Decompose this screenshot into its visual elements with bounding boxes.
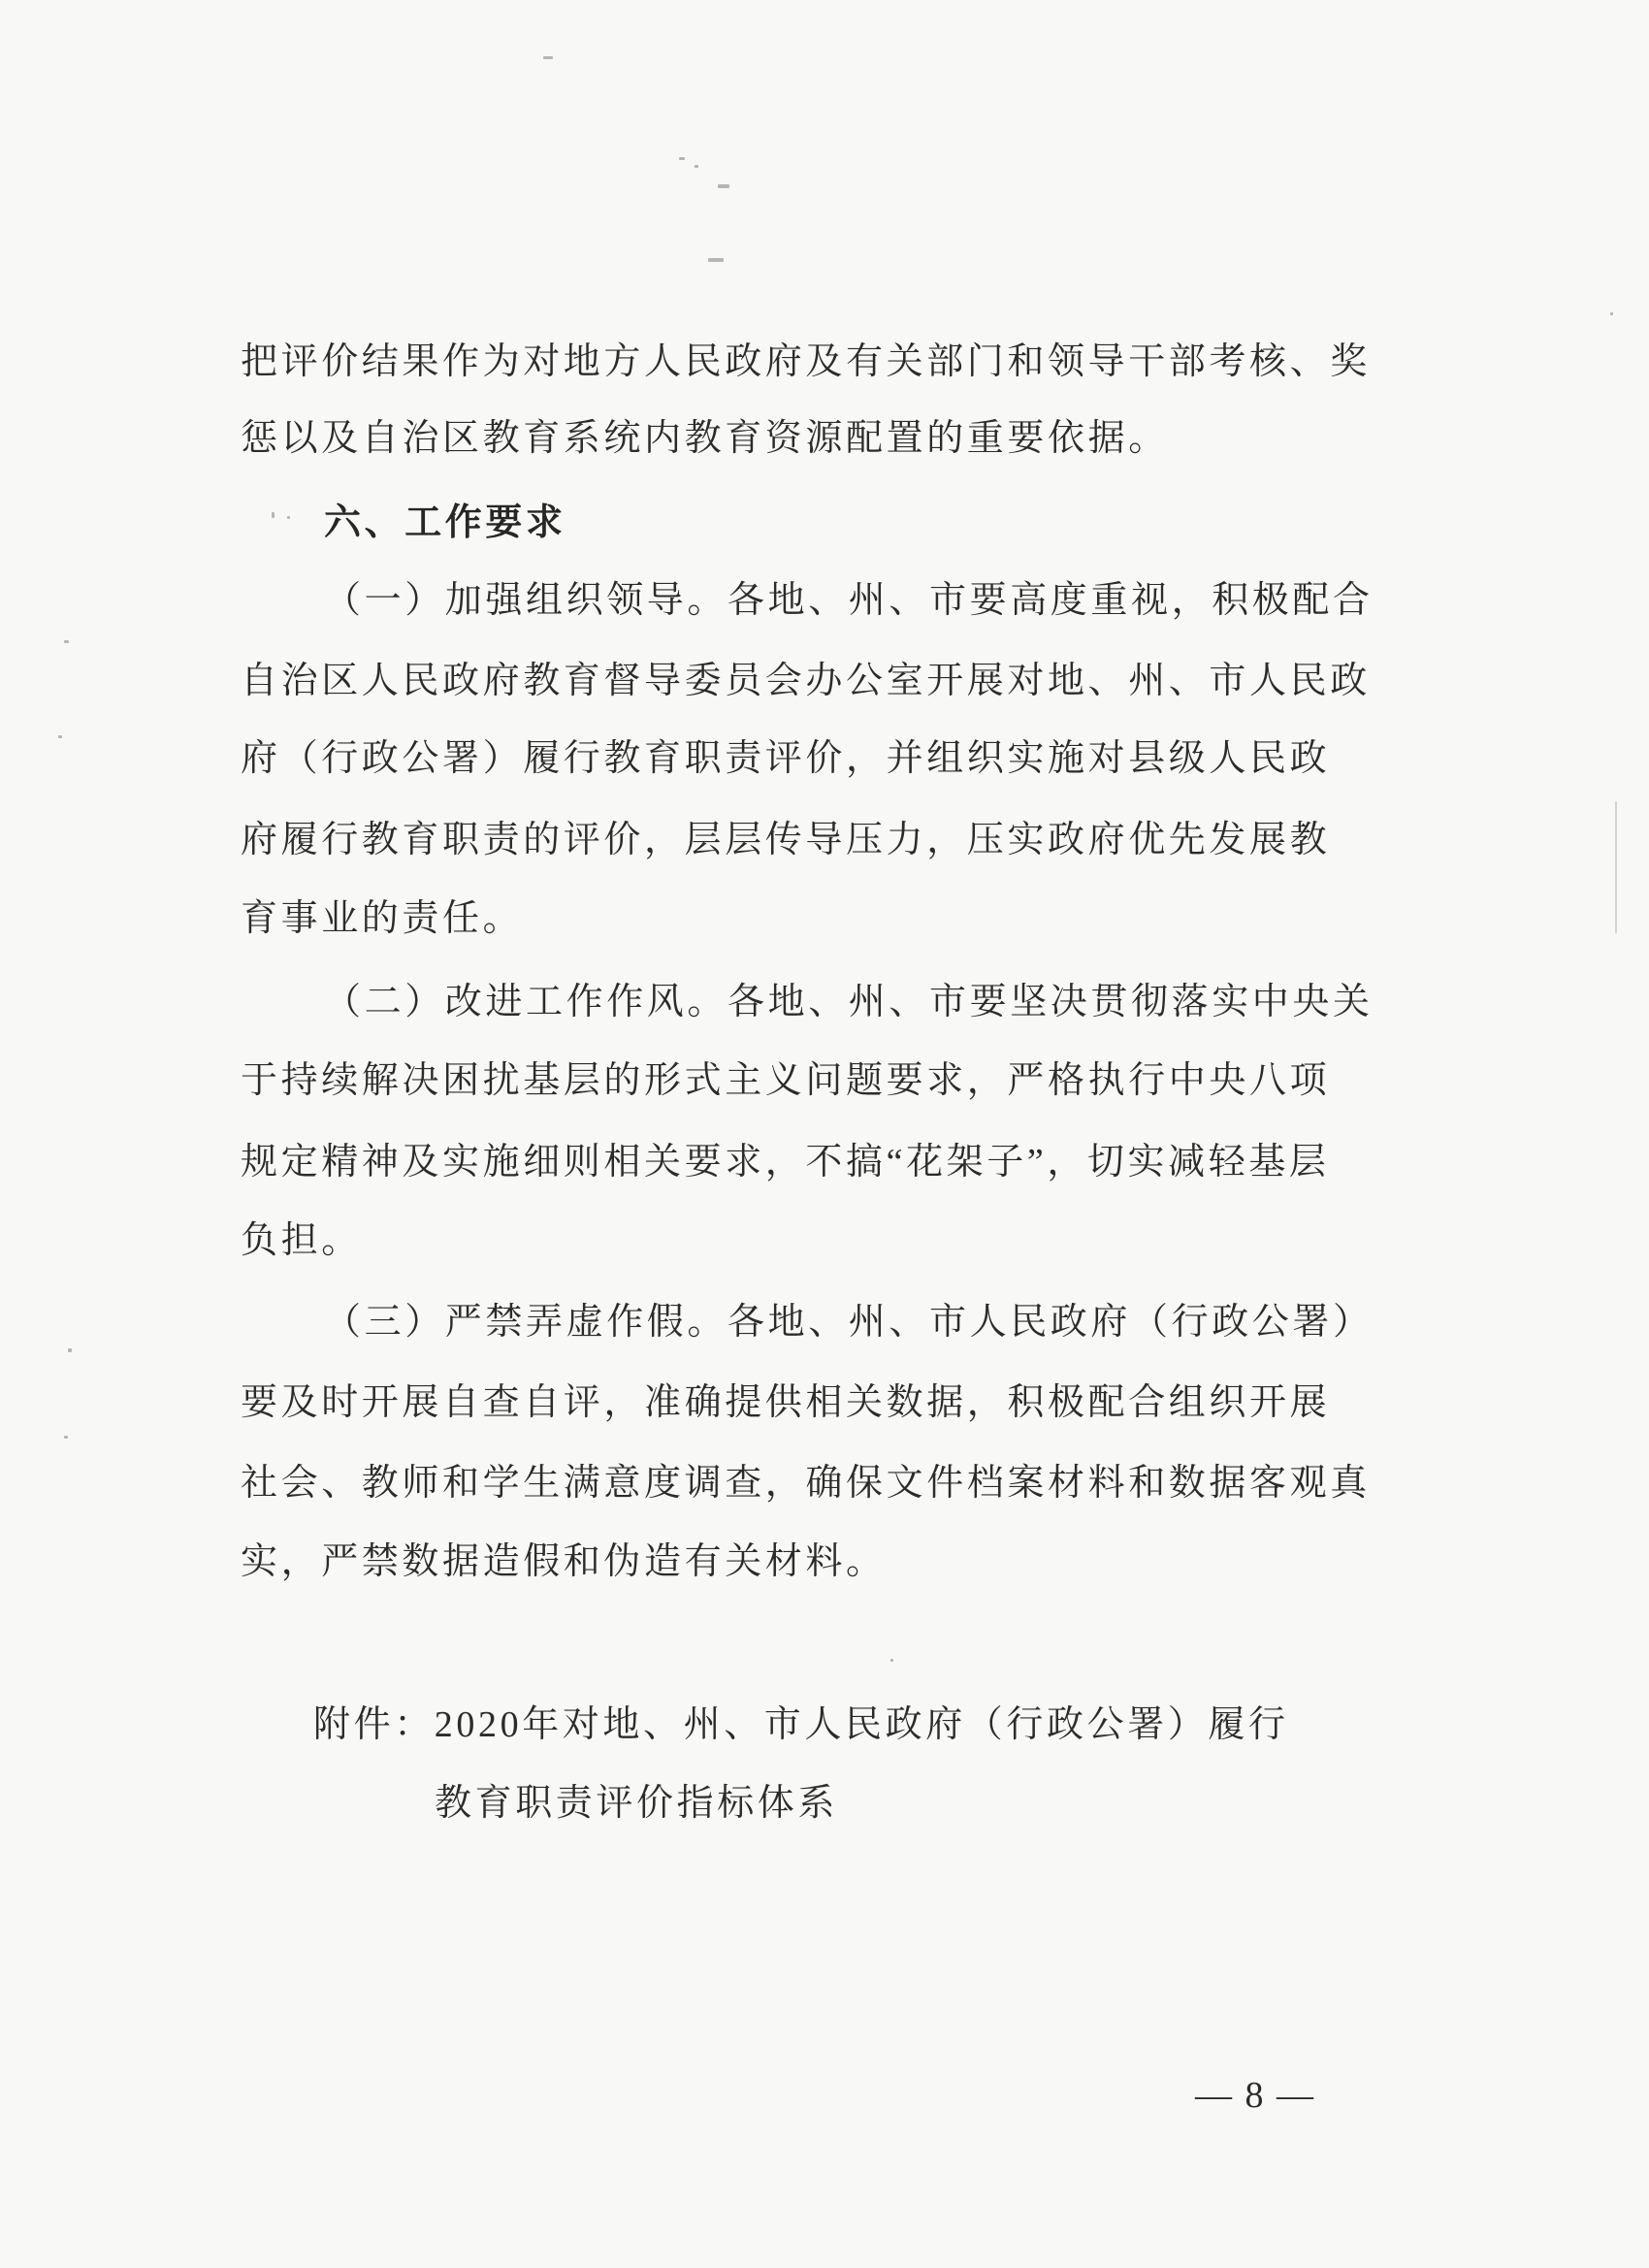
text-line: 教育职责评价指标体系: [435, 1783, 839, 1824]
scan-speck: [287, 516, 290, 519]
text-line: 负担。: [241, 1220, 362, 1261]
scan-speck: [1610, 312, 1613, 315]
scan-speck: [272, 512, 275, 518]
text-line: 惩以及自治区教育系统内教育资源配置的重要依据。: [241, 418, 1169, 459]
text-line: 育事业的责任。: [241, 898, 524, 939]
scan-speck: [64, 640, 69, 643]
scan-speck: [64, 1436, 68, 1439]
scan-speck: [718, 184, 729, 188]
scan-speck: [708, 258, 724, 262]
scan-speck: [890, 1659, 893, 1662]
scan-speck: [679, 157, 685, 160]
text-line: 实，严禁数据造假和伪造有关材料。: [241, 1541, 887, 1582]
text-line: 附件：2020年对地、州、市人民政府（行政公署）履行: [313, 1704, 1289, 1745]
text-line: 府（行政公署）履行教育职责评价，并组织实施对县级人民政: [241, 738, 1331, 779]
text-line: （二）改进工作作风。各地、州、市要坚决贯彻落实中央关: [324, 982, 1374, 1022]
text-line: （一）加强组织领导。各地、州、市要高度重视，积极配合: [324, 580, 1374, 621]
scan-speck: [1615, 801, 1617, 933]
text-line: 于持续解决困扰基层的形式主义问题要求，严格执行中央八项: [241, 1060, 1331, 1101]
scan-speck: [543, 56, 553, 59]
page-number: — 8 —: [1195, 2075, 1315, 2116]
scan-speck: [58, 735, 62, 738]
text-line: 把评价结果作为对地方人民政府及有关部门和领导干部考核、奖: [241, 341, 1371, 382]
text-line: 规定精神及实施细则相关要求，不搞“花架子”，切实减轻基层: [241, 1142, 1330, 1183]
text-line: 自治区人民政府教育督导委员会办公室开展对地、州、市人民政: [241, 661, 1371, 701]
text-line: 要及时开展自查自评，准确提供相关数据，积极配合组织开展: [241, 1382, 1331, 1423]
scan-speck: [68, 1348, 72, 1352]
text-line: （三）严禁弄虚作假。各地、州、市人民政府（行政公署）: [324, 1302, 1374, 1343]
scan-speck: [695, 165, 698, 168]
section-heading: 六、工作要求: [324, 501, 566, 543]
text-line: 府履行教育职责的评价，层层传导压力，压实政府优先发展教: [241, 820, 1331, 860]
text-line: 社会、教师和学生满意度调查，确保文件档案材料和数据客观真: [241, 1463, 1371, 1504]
